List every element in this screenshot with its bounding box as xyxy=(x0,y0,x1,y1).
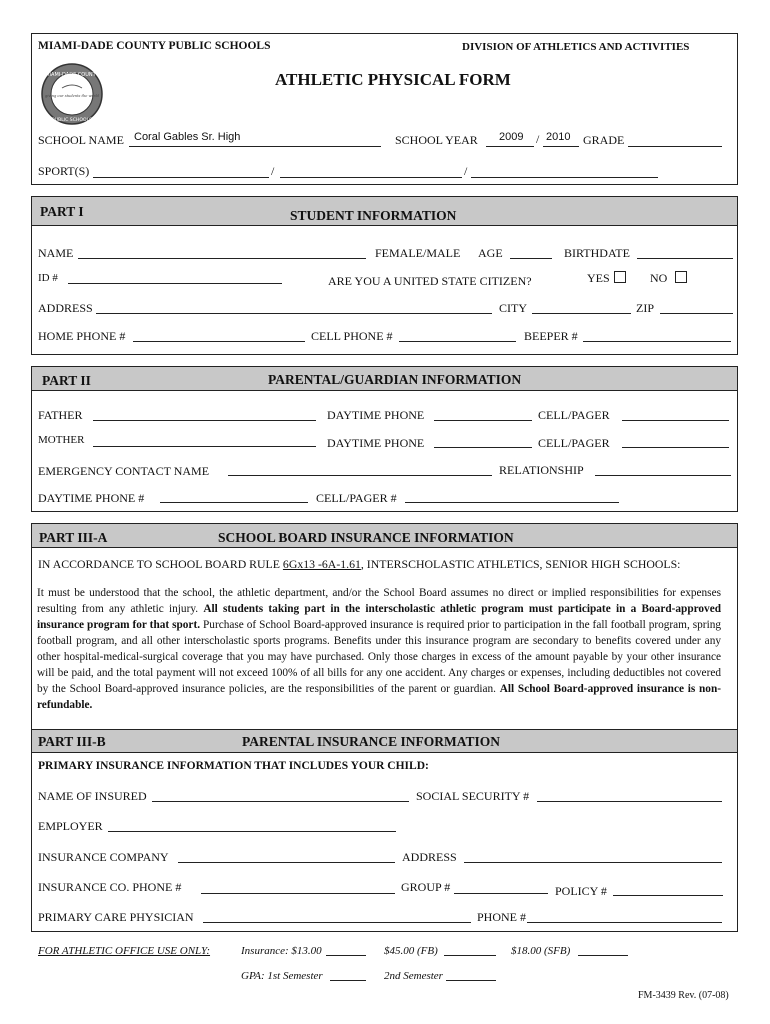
student-name-label: NAME xyxy=(38,246,74,260)
mother-label: MOTHER xyxy=(38,434,85,446)
city-label: CITY xyxy=(499,301,527,315)
sport-2-field[interactable] xyxy=(280,177,462,178)
insurance-text-1-bold: All students taking part in the interscholastic athletic program must participate in a Board-approved insurance program for that sport. xyxy=(37,603,722,631)
physician-field[interactable] xyxy=(203,922,471,923)
address-label: ADDRESS xyxy=(38,301,93,315)
seal-text-mid: giving our students the world xyxy=(45,94,99,98)
org-name: MIAMI-DADE COUNTY PUBLIC SCHOOLS xyxy=(38,40,271,52)
insured-name-field[interactable] xyxy=(152,801,409,802)
grade-label: GRADE xyxy=(583,133,625,147)
insurance-company-field[interactable] xyxy=(178,862,395,863)
mother-cell-field[interactable] xyxy=(622,447,729,448)
school-seal xyxy=(40,62,104,126)
emergency-cell-field[interactable] xyxy=(405,502,619,503)
employer-label: EMPLOYER xyxy=(38,819,103,833)
beeper-label: BEEPER # xyxy=(524,329,578,343)
office-sfb-field[interactable] xyxy=(578,955,628,956)
age-label: AGE xyxy=(478,246,503,260)
policy-field[interactable] xyxy=(613,895,723,896)
insurance-company-label: INSURANCE COMPANY xyxy=(38,850,169,864)
part3a-label: PART III-A xyxy=(39,530,108,545)
part2-title: PARENTAL/GUARDIAN INFORMATION xyxy=(268,372,522,387)
rule-number: 6Gx13 -6A-1.61 xyxy=(282,557,361,571)
grade-field[interactable] xyxy=(628,146,722,147)
emergency-daytime-field[interactable] xyxy=(160,502,308,503)
rule-post: , INTERSCHOLASTIC ATHLETICS, SENIOR HIGH SCHOOLS: xyxy=(360,557,681,571)
insurance-text-2-bold: All School Board-approved insurance is non-refundable. xyxy=(37,683,721,711)
part1-title: STUDENT INFORMATION xyxy=(290,208,457,223)
rule-statement xyxy=(38,557,680,572)
office-insurance-field[interactable] xyxy=(326,955,366,956)
father-cell-field[interactable] xyxy=(622,420,729,421)
office-fb: $45.00 (FB) xyxy=(384,945,438,957)
gpa-first-field[interactable] xyxy=(330,980,366,981)
primary-insurance-heading: PRIMARY INSURANCE INFORMATION THAT INCLUDES YOUR CHILD: xyxy=(38,760,429,772)
father-daytime-label: DAYTIME PHONE xyxy=(327,408,425,422)
school-year-sep: / xyxy=(536,132,540,146)
id-label: ID # xyxy=(38,272,58,284)
sport-slash-2: / xyxy=(464,164,468,178)
id-field[interactable] xyxy=(68,283,282,284)
father-cell-label: CELL/PAGER xyxy=(538,408,610,422)
citizen-yes-checkbox[interactable] xyxy=(614,271,626,283)
insurance-address-label: ADDRESS xyxy=(402,850,457,864)
school-name-label: SCHOOL NAME xyxy=(38,133,124,147)
employer-field[interactable] xyxy=(108,831,396,832)
sport-slash-1: / xyxy=(271,164,275,178)
insured-name-label: NAME OF INSURED xyxy=(38,789,147,803)
emergency-contact-field[interactable] xyxy=(228,475,492,476)
office-fb-field[interactable] xyxy=(444,955,496,956)
citizen-yes[interactable] xyxy=(587,271,626,286)
zip-label: ZIP xyxy=(636,301,654,315)
insurance-phone-field[interactable] xyxy=(201,893,395,894)
part3b-label: PART III-B xyxy=(38,734,106,749)
gpa-first-semester: GPA: 1st Semester xyxy=(241,970,323,982)
mother-daytime-field[interactable] xyxy=(434,447,532,448)
emergency-daytime-label: DAYTIME PHONE # xyxy=(38,491,145,505)
gpa-second-field[interactable] xyxy=(446,980,496,981)
group-label: GROUP # xyxy=(401,880,451,894)
physician-phone-field[interactable] xyxy=(527,922,722,923)
citizen-question: ARE YOU A UNITED STATE CITIZEN? xyxy=(328,274,532,288)
ssn-label: SOCIAL SECURITY # xyxy=(416,789,530,803)
insurance-text-1: It must be understood that the school, the athletic department, and/or the School Board assumes no direct or implied responsibilities for expenses resulting from any athletic injury. xyxy=(37,587,721,615)
seal-text-bottom: PUBLIC SCHOOLS xyxy=(51,118,93,123)
division-name: DIVISION OF ATHLETICS AND ACTIVITIES xyxy=(462,41,690,53)
sport-1-field[interactable] xyxy=(93,177,269,178)
school-year-from-field[interactable] xyxy=(486,146,534,147)
rule-pre: IN ACCORDANCE TO SCHOOL BOARD RULE xyxy=(38,557,283,571)
emergency-cell-label: CELL/PAGER # xyxy=(316,491,397,505)
part3a-title: SCHOOL BOARD INSURANCE INFORMATION xyxy=(218,530,514,545)
page-title: ATHLETIC PHYSICAL FORM xyxy=(275,70,511,89)
citizen-no[interactable] xyxy=(650,271,687,286)
school-name-value: Coral Gables Sr. High xyxy=(134,131,241,143)
mother-daytime-label: DAYTIME PHONE xyxy=(327,436,425,450)
father-field[interactable] xyxy=(93,420,316,421)
office-insurance: Insurance: $13.00 xyxy=(241,945,322,957)
relationship-field[interactable] xyxy=(595,475,731,476)
home-phone-field[interactable] xyxy=(133,341,305,342)
school-year-from: 2009 xyxy=(499,131,524,143)
father-daytime-field[interactable] xyxy=(434,420,532,421)
citizen-no-checkbox[interactable] xyxy=(675,271,687,283)
insurance-phone-label: INSURANCE CO. PHONE # xyxy=(38,880,182,894)
cell-phone-label: CELL PHONE # xyxy=(311,329,393,343)
part1-label: PART I xyxy=(40,204,84,219)
physician-label: PRIMARY CARE PHYSICIAN xyxy=(38,910,194,924)
age-field[interactable] xyxy=(510,258,552,259)
insurance-text-2: Purchase of School Board-approved insurance is required prior to participation in the fall football program, spring football program, and all other interscholastic sports programs. Benefits under this insurance program are secondary to benefits covered under any other hospital-medical-surgical coverage that you may have purchased. Only those charges in excess of the amount payable by your other insurance will be paid, and the total payment will not exceed 100% of all bills for any one accident. Any charges or expenses, including deductibles not covered by the School Board-approved insurance policies, are the responsibilities of the parent or guardian. xyxy=(37,619,722,695)
ssn-field[interactable] xyxy=(537,801,722,802)
school-year-to-field[interactable] xyxy=(543,146,579,147)
beeper-field[interactable] xyxy=(583,341,731,342)
zip-field[interactable] xyxy=(660,313,733,314)
address-field[interactable] xyxy=(96,313,492,314)
relationship-label: RELATIONSHIP xyxy=(499,463,584,477)
school-year-to: 2010 xyxy=(546,131,571,143)
part2-label: PART II xyxy=(42,373,91,388)
insurance-address-field[interactable] xyxy=(464,862,722,863)
birthdate-label: BIRTHDATE xyxy=(564,246,630,260)
physician-phone-label: PHONE # xyxy=(477,910,527,924)
birthdate-field[interactable] xyxy=(637,258,733,259)
citizen-no-label: NO xyxy=(650,271,668,285)
mother-cell-label: CELL/PAGER xyxy=(538,436,610,450)
office-sfb: $18.00 (SFB) xyxy=(511,945,571,957)
gpa-second-semester: 2nd Semester xyxy=(384,970,443,982)
home-phone-label: HOME PHONE # xyxy=(38,329,126,343)
insurance-paragraph xyxy=(37,585,721,713)
school-year-label: SCHOOL YEAR xyxy=(395,133,478,147)
city-field[interactable] xyxy=(532,313,631,314)
school-name-field[interactable] xyxy=(129,146,381,147)
policy-label: POLICY # xyxy=(555,884,607,898)
form-number: FM-3439 Rev. (07-08) xyxy=(638,990,729,1001)
mother-field[interactable] xyxy=(93,446,316,447)
emergency-contact-label: EMERGENCY CONTACT NAME xyxy=(38,464,210,478)
student-name-field[interactable] xyxy=(78,258,366,259)
office-use-label: FOR ATHLETIC OFFICE USE ONLY: xyxy=(38,945,211,957)
citizen-yes-label: YES xyxy=(587,271,610,285)
header-box xyxy=(31,33,738,185)
sex-label: FEMALE/MALE xyxy=(375,246,461,260)
seal-text-top: MIAMI-DADE COUNTY xyxy=(45,72,99,78)
sports-label: SPORT(S) xyxy=(38,164,90,178)
cell-phone-field[interactable] xyxy=(399,341,516,342)
father-label: FATHER xyxy=(38,408,83,422)
group-field[interactable] xyxy=(454,893,548,894)
part3b-title: PARENTAL INSURANCE INFORMATION xyxy=(242,734,501,749)
sport-3-field[interactable] xyxy=(471,177,658,178)
